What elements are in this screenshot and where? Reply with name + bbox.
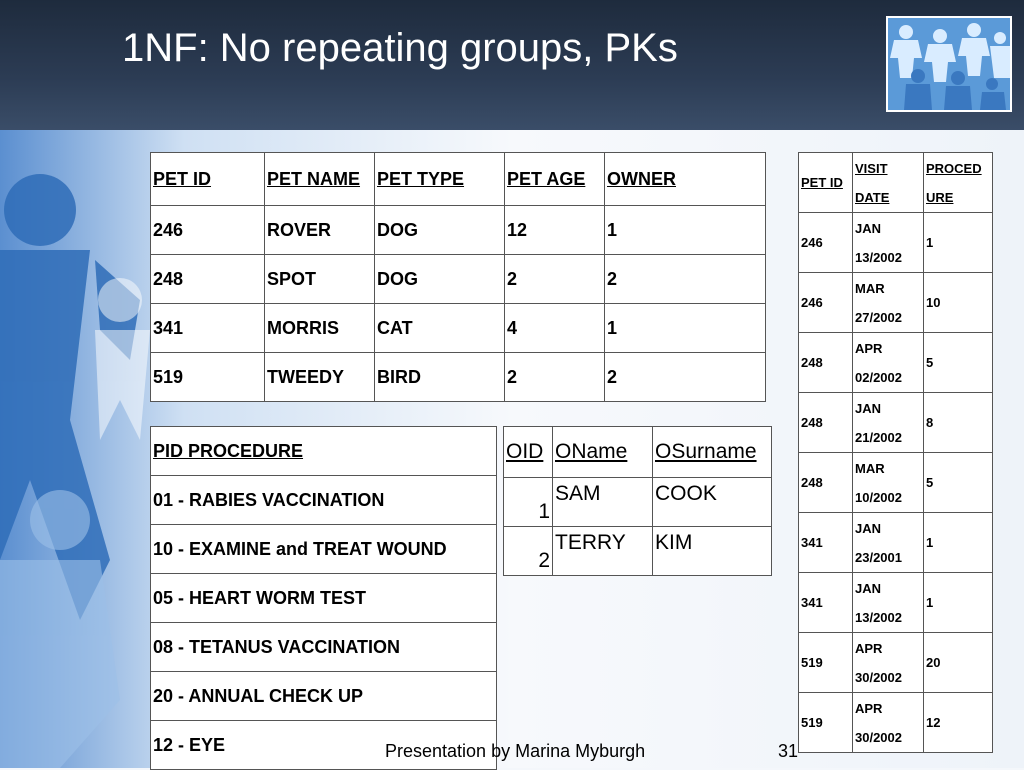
table-cell: SPOT [265,255,375,304]
table-row [799,693,993,753]
table-cell: 4 [505,304,605,353]
column-header: PET AGE [505,153,605,206]
table-cell: DOG [375,255,505,304]
table-cell: ROVER [265,206,375,255]
table-cell: 2 [505,255,605,304]
table-cell: 248 [799,453,853,513]
table-row [504,478,772,527]
table-cell: 248 [151,255,265,304]
table-row [151,206,766,255]
table-cell: 1 [504,478,553,527]
table-header-row [799,153,993,213]
table-cell: COOK [653,478,772,527]
table-cell: 2 [605,255,766,304]
table-cell: 248 [799,333,853,393]
table-row [151,623,497,672]
paper-people-icon [888,18,1010,110]
procedures-table [150,426,497,770]
table-cell: 1 [605,304,766,353]
table-cell: JAN 13/2002 [853,213,924,273]
table-cell: 2 [605,353,766,402]
column-header: PET TYPE [375,153,505,206]
table-header-row [151,427,497,476]
table-cell: 10 [924,273,993,333]
table-cell: 1 [605,206,766,255]
table-cell: 341 [799,573,853,633]
table-cell: 519 [799,693,853,753]
table-row [151,574,497,623]
table-cell: 519 [799,633,853,693]
table-cell: 05 - HEART WORM TEST [151,574,497,623]
table-cell: 12 [924,693,993,753]
column-header: PET NAME [265,153,375,206]
table-cell: MORRIS [265,304,375,353]
column-header: VISIT DATE [853,153,924,213]
table-cell: 12 - EYE [151,721,497,770]
table-row [799,213,993,273]
table-cell: APR 02/2002 [853,333,924,393]
table-cell: BIRD [375,353,505,402]
table-cell: JAN 13/2002 [853,573,924,633]
table-cell: 5 [924,453,993,513]
table-cell: 246 [151,206,265,255]
slide-title: 1NF: No repeating groups, PKs [122,26,678,70]
table-cell: 5 [924,333,993,393]
table-cell: 1 [924,573,993,633]
owners-table [503,426,772,576]
table-row [151,353,766,402]
table-cell: SAM [553,478,653,527]
table-row [504,527,772,576]
table-cell: 1 [924,513,993,573]
table-row [799,273,993,333]
visits-table [798,152,993,753]
table-row [799,573,993,633]
table-cell: 08 - TETANUS VACCINATION [151,623,497,672]
table-cell: 10 - EXAMINE and TREAT WOUND [151,525,497,574]
table-row [799,633,993,693]
column-header: PET ID [799,153,853,213]
table-cell: 01 - RABIES VACCINATION [151,476,497,525]
table-cell: KIM [653,527,772,576]
page-number: 31 [778,741,799,761]
column-header: OName [553,427,653,478]
table-cell: 2 [504,527,553,576]
table-cell: JAN 21/2002 [853,393,924,453]
column-header: OWNER [605,153,766,206]
table-cell: 8 [924,393,993,453]
table-cell: 341 [799,513,853,573]
table-cell: 248 [799,393,853,453]
table-cell: APR 30/2002 [853,693,924,753]
table-row [799,393,993,453]
column-header: PET ID [151,153,265,206]
table-row [799,333,993,393]
people-chain-logo [886,16,1012,112]
slide-footer: Presentation by Marina Myburgh [385,741,646,761]
table-cell: 12 [505,206,605,255]
table-cell: APR 30/2002 [853,633,924,693]
table-row [799,513,993,573]
table-cell: 341 [151,304,265,353]
table-cell: JAN 23/2001 [853,513,924,573]
table-header-row [151,153,766,206]
table-cell: CAT [375,304,505,353]
table-row [151,255,766,304]
column-header: PID PROCEDURE [151,427,497,476]
table-row [799,453,993,513]
table-cell: 20 - ANNUAL CHECK UP [151,672,497,721]
table-row [151,304,766,353]
column-header: PROCED URE [924,153,993,213]
column-header: OID [504,427,553,478]
table-cell: 1 [924,213,993,273]
table-row [151,476,497,525]
table-header-row [504,427,772,478]
table-row [151,525,497,574]
column-header: OSurname [653,427,772,478]
table-cell: TWEEDY [265,353,375,402]
table-cell: 20 [924,633,993,693]
table-cell: TERRY [553,527,653,576]
table-row [151,672,497,721]
table-cell: MAR 27/2002 [853,273,924,333]
table-cell: 519 [151,353,265,402]
pets-table [150,152,766,402]
table-cell: 246 [799,273,853,333]
table-cell: 2 [505,353,605,402]
table-cell: DOG [375,206,505,255]
table-cell: MAR 10/2002 [853,453,924,513]
table-cell: 246 [799,213,853,273]
